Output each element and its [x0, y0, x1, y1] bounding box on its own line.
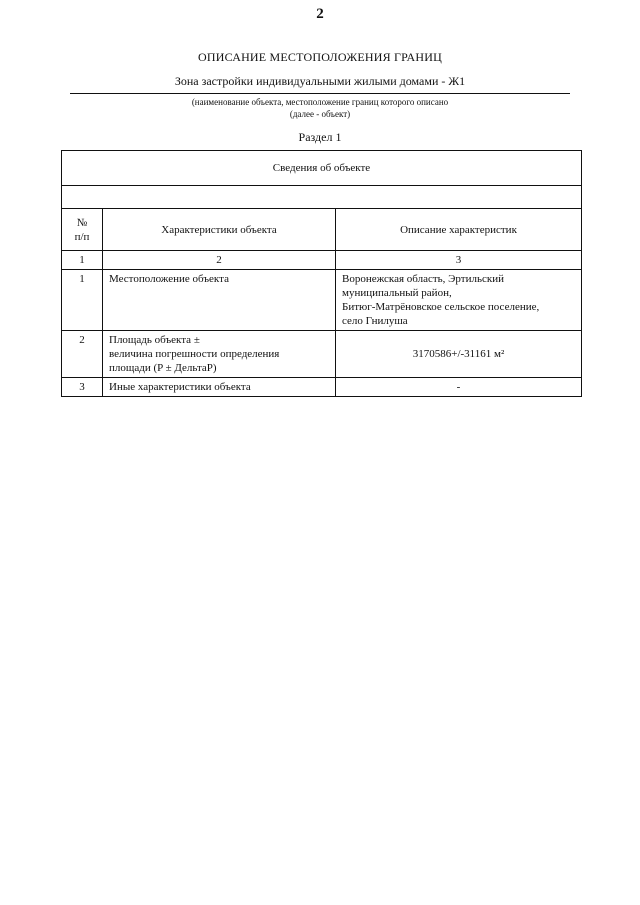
header-characteristics: Характеристики объекта: [103, 209, 336, 251]
page-number: 2: [316, 6, 324, 22]
table-header-row: [62, 209, 582, 251]
row-description-line: Воронежская область, Эртильский: [342, 273, 504, 285]
column-number: 3: [336, 251, 582, 270]
table-title: Сведения об объекте: [62, 151, 582, 186]
table-row: [62, 331, 582, 378]
object-info-table: [61, 150, 582, 397]
row-description-line: муниципальный район,: [342, 287, 452, 299]
row-description: [336, 331, 582, 378]
table-row: [62, 378, 582, 397]
row-description-line: -: [456, 381, 461, 393]
row-num: 2: [62, 331, 103, 378]
header-num: [62, 209, 103, 251]
object-name-underline: [70, 93, 570, 94]
row-characteristic-line: Площадь объекта ±: [109, 334, 200, 346]
object-caption: [70, 96, 570, 120]
row-characteristic-line: величина погрешности определения: [109, 348, 280, 360]
row-description-line: Битюг-Матрёновское сельское поселение,: [342, 301, 540, 313]
header-description: Описание характеристик: [336, 209, 582, 251]
document-title: ОПИСАНИЕ МЕСТОПОЛОЖЕНИЯ ГРАНИЦ: [198, 50, 442, 64]
column-number: 1: [62, 251, 103, 270]
table-empty-row: [62, 186, 582, 209]
row-characteristic-line: Иные характеристики объекта: [109, 381, 251, 393]
row-description-line: село Гнилуша: [342, 315, 408, 327]
row-num: 1: [62, 270, 103, 331]
row-characteristic: [103, 378, 336, 397]
header-num-line: п/п: [74, 230, 90, 243]
row-characteristic: [103, 270, 336, 331]
column-numbers-row: [62, 251, 582, 270]
header-num-line: №: [76, 216, 88, 229]
row-num: 3: [62, 378, 103, 397]
row-description: [336, 270, 582, 331]
section-label: Раздел 1: [298, 130, 342, 144]
row-characteristic-line: Местоположение объекта: [109, 273, 229, 285]
table-title-row: [62, 151, 582, 186]
row-characteristic-line: площади (P ± ДельтаP): [109, 362, 217, 374]
row-description-line: 3170586+/-31161 м²: [412, 348, 505, 360]
column-number: 2: [103, 251, 336, 270]
row-description: [336, 378, 582, 397]
object-caption-line: (наименование объекта, местоположение границ которого описано: [191, 97, 449, 107]
table-row: [62, 270, 582, 331]
table-empty-cell: [62, 186, 582, 209]
object-caption-line: (далее - объект): [289, 109, 351, 119]
object-name: Зона застройки индивидуальными жилыми домами - Ж1: [174, 74, 466, 88]
row-characteristic: [103, 331, 336, 378]
